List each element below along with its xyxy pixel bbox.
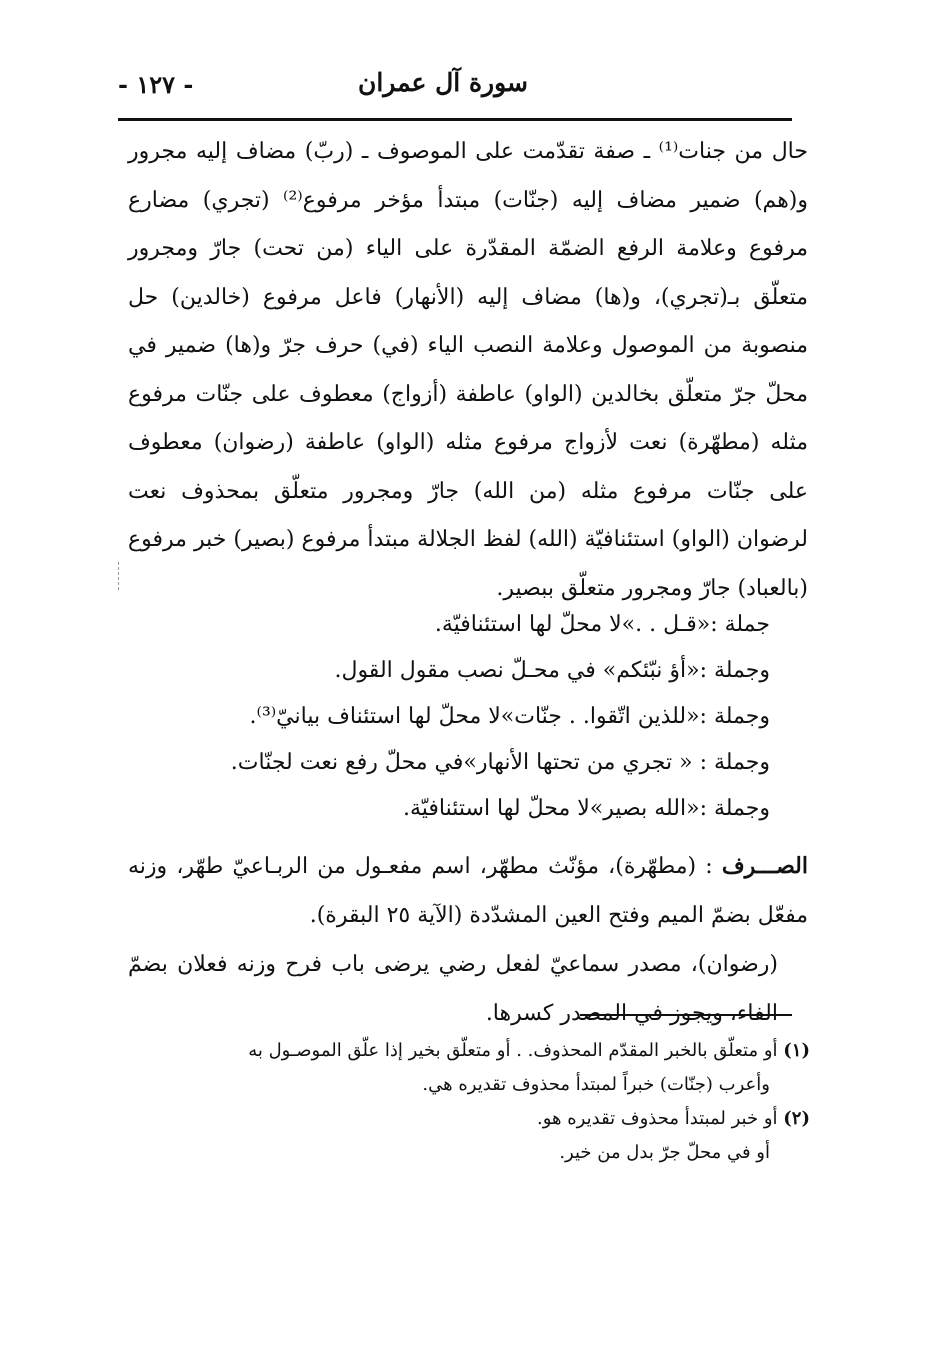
sarf-section bbox=[128, 842, 808, 1038]
footnote-1-continuation: وأعرب (جنّات) خبراً لمبتدأ محذوف تقديره هي. bbox=[422, 1074, 770, 1095]
footnote-1 bbox=[140, 1034, 810, 1068]
footnote-rule bbox=[580, 1014, 792, 1016]
surah-title: سورة آل عمران bbox=[357, 68, 528, 97]
sentence-line: وجملة :«الله بصير»لا محلّ لها استئنافيّة. bbox=[402, 796, 770, 821]
footnote-marker: (١) bbox=[783, 1040, 810, 1061]
sarf-paragraph-1 bbox=[128, 842, 808, 940]
margin-mark bbox=[118, 562, 121, 590]
footnote-2-continuation: أو في محلّ جرّ بدل من خير. bbox=[559, 1142, 770, 1163]
footnotes bbox=[140, 1034, 810, 1170]
sentence-line: وجملة :«أؤ نبّئكم» في محـلّ نصب مقول القول. bbox=[334, 658, 770, 683]
sarf-text-1: : (مطهّرة)، مؤنّث مطهّر، اسم مفعـول من الربـاعيّ طهّر، وزنه مفعّل بضمّ الميم وفتح العين المشدّدة (الآية ٢٥ البقرة). bbox=[128, 854, 808, 928]
sarf-paragraph-2: (رضوان)، مصدر سماعيّ لفعل رضي يرضى باب فرح وزنه فعلان بضمّ الفاء، ويجوز في المصدر كسرها. bbox=[128, 952, 778, 1026]
sentence-line: جملة :«قـل . .»لا محلّ لها استئنافيّة. bbox=[434, 612, 770, 637]
page-number: - ١٢٧ - bbox=[118, 70, 194, 99]
header-rule bbox=[118, 118, 792, 121]
footnote-marker: (٢) bbox=[783, 1108, 810, 1129]
main-paragraph bbox=[128, 128, 808, 613]
grammar-analysis-text: حال من جنات⁽¹⁾ ـ صفة تقدّمت على الموصوف ـ (ربّ) مضاف إليه مجرور و(هم) ضمير مضاف إليه (جنّات) مبتدأ مؤخر مرفوع⁽²⁾ (تجري) مضارع مرفوع وعلامة الرفع الضمّة المقدّرة على الياء (من تحت) جارّ ومجرور متعلّق بـ(تجري)، و(ها) مضاف إليه (الأنهار) فاعل مرفوع (خالدين) حل منصوبة من الموصول وعلامة النصب الياء (في) حرف جرّ و(ها) ضمير في محلّ جرّ متعلّق بخالدين (الواو) عاطفة (أزواج) معطوف على جنّات مرفوع مثله (مطهّرة) نعت لأزواج مرفوع مثله (الواو) عاطفة (رضوان) معطوف على جنّات مرفوع مثله (من الله) جارّ ومجرور متعلّق بمحذوف نعت لرضوان (الواو) استئنافيّة (الله) لفظ الجلالة مبتدأ مرفوع (بصير) خبر مرفوع (بالعباد) جارّ ومجرور متعلّق ببصير. bbox=[128, 139, 809, 601]
sentences-list bbox=[180, 602, 770, 832]
footnote-text: أو خبر لمبتدأ محذوف تقديره هو. bbox=[537, 1108, 778, 1129]
sarf-label: الصـــرف bbox=[721, 853, 809, 879]
sentence-line: وجملة : « تجري من تحتها الأنهار»في محلّ رفع نعت لجنّات. bbox=[230, 750, 770, 775]
page-header bbox=[118, 68, 790, 108]
footnote-2 bbox=[140, 1102, 810, 1136]
footnote-text: أو متعلّق بالخبر المقدّم المحذوف. . أو متعلّق بخير إذا علّق الموصـول به bbox=[248, 1040, 778, 1061]
sentence-line: وجملة :«للذين اتّقوا. . جنّات»لا محلّ لها استئناف بيانيّ⁽³⁾. bbox=[249, 704, 770, 729]
